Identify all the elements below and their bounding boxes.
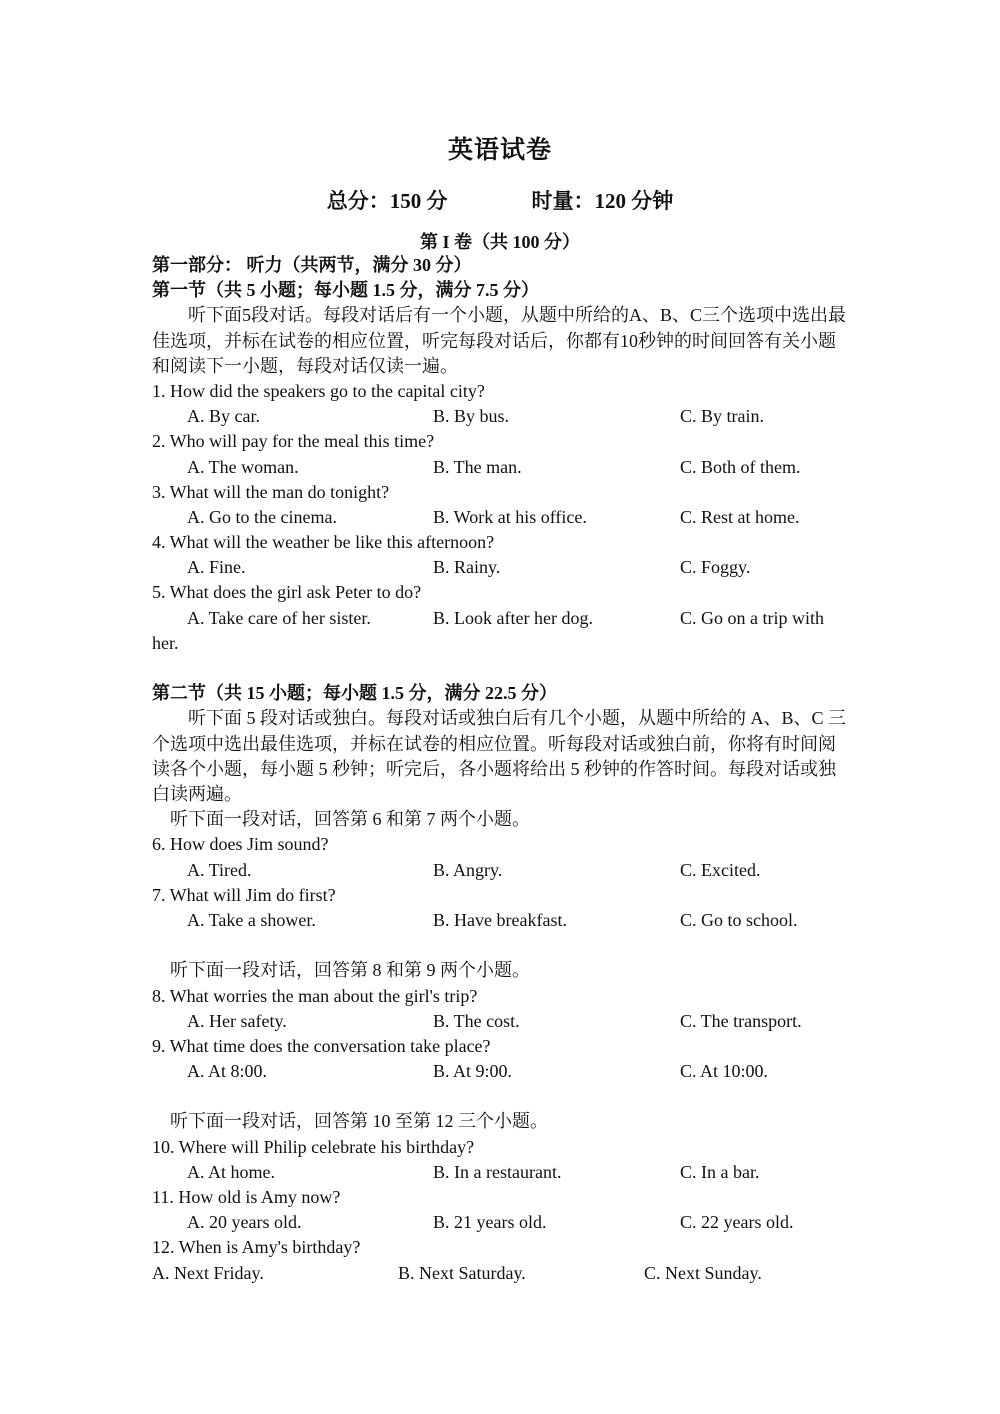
question-text: 4. What will the weather be like this afternoon? (152, 532, 495, 553)
option-b: B. Rainy. (433, 557, 501, 578)
option-c: C. Go on a trip with (680, 607, 824, 628)
section-heading: 第二节（共 15 小题；每小题 1.5 分，满分 22.5 分） (152, 683, 557, 704)
option-b: B. Next Saturday. (398, 1262, 526, 1283)
option-c: C. Foggy. (680, 557, 751, 578)
question-options (152, 1059, 852, 1084)
option-c: C. Excited. (680, 859, 761, 880)
option-b: B. In a restaurant. (433, 1161, 562, 1182)
time-limit: 时量：120 分钟 (531, 189, 674, 213)
section-instructions: 听下面 5 段对话或独白。每段对话或独白后有几个小题，从题中所给的 A、B、C 三个选项中选出最佳选项，并标在试卷的相应位置。听每段对话或独白前，你将有时间阅读各个小题，每小题 5 秒钟；听完后，各小题将给出 5 秒钟的作答时间。每段对话或独白读两遍。 (152, 708, 847, 805)
option-c: C. At 10:00. (680, 1061, 769, 1082)
option-c: C. Go to school. (680, 909, 798, 930)
option-a: A. Go to the cinema. (187, 506, 337, 527)
option-a: A. At 8:00. (187, 1061, 268, 1082)
question-text: 2. Who will pay for the meal this time? (152, 431, 435, 452)
question-options (152, 858, 852, 883)
option-a: A. Her safety. (187, 1010, 287, 1031)
exam-content (152, 253, 852, 1286)
option-b: B. Look after her dog. (433, 607, 593, 628)
question-text: 3. What will the man do tonight? (152, 481, 390, 502)
option-a: A. Take a shower. (187, 909, 316, 930)
option-a: A. By car. (187, 406, 260, 427)
question-options (152, 1160, 852, 1185)
option-c: C. Rest at home. (680, 506, 800, 527)
section-instructions: 听下面5段对话。每段对话后有一个小题，从题中所给的A、B、C三个选项中选出最佳选项，并标在试卷的相应位置，听完每段对话后，你都有10秒钟的时间回答有关小题和阅读下一小题，每段对话仅读一遍。 (152, 305, 847, 376)
question-options (152, 1009, 852, 1034)
question-text: 9. What time does the conversation take place? (152, 1035, 491, 1056)
question-text: 1. How did the speakers go to the capital city? (152, 380, 485, 401)
option-b: B. Angry. (433, 859, 503, 880)
total-score: 总分：150 分 (326, 189, 448, 213)
exam-title: 英语试卷 (447, 137, 552, 164)
question-options (152, 1210, 852, 1235)
option-b: B. 21 years old. (433, 1212, 547, 1233)
question-text: 5. What does the girl ask Peter to do? (152, 582, 422, 603)
option-c: C. Both of them. (680, 456, 801, 477)
volume-heading: 第 I 卷（共 100 分） (419, 232, 580, 252)
option-b: B. The man. (433, 456, 522, 477)
option-c: C. By train. (680, 406, 764, 427)
group-intro: 听下面一段对话，回答第 6 和第 7 两个小题。 (170, 809, 530, 830)
question-text: 10. Where will Philip celebrate his birthday? (152, 1136, 475, 1157)
option-c: C. Next Sunday. (644, 1262, 762, 1283)
option-b: B. At 9:00. (433, 1061, 513, 1082)
question-text: 6. How does Jim sound? (152, 834, 329, 855)
option-b: B. Have breakfast. (433, 909, 567, 930)
part-heading: 第一部分： 听力（共两节，满分 30 分） (152, 255, 472, 275)
option-b: B. By bus. (433, 406, 510, 427)
group-intro: 听下面一段对话，回答第 8 和第 9 两个小题。 (170, 960, 530, 981)
option-c: C. The transport. (680, 1010, 802, 1031)
option-b: B. The cost. (433, 1010, 520, 1031)
option-c: C. 22 years old. (680, 1212, 794, 1233)
question-text: 12. When is Amy's birthday? (152, 1237, 361, 1258)
exam-meta (0, 185, 1000, 215)
option-a: A. Take care of her sister. (187, 607, 371, 628)
group-intro: 听下面一段对话，回答第 10 至第 12 三个小题。 (170, 1111, 548, 1132)
section-heading: 第一节（共 5 小题；每小题 1.5 分，满分 7.5 分） (152, 280, 539, 301)
option-a: A. Fine. (187, 557, 246, 578)
option-a: A. The woman. (187, 456, 299, 477)
question-options (152, 606, 852, 631)
question-options (152, 908, 852, 933)
question-options (152, 555, 852, 580)
question-options (152, 1261, 852, 1286)
option-c-continuation: her. (152, 632, 179, 653)
option-a: A. At home. (187, 1161, 275, 1182)
question-text: 7. What will Jim do first? (152, 884, 336, 905)
option-a: A. Next Friday. (152, 1262, 264, 1283)
option-c: C. In a bar. (680, 1161, 760, 1182)
question-options (152, 455, 852, 480)
option-a: A. Tired. (187, 859, 252, 880)
question-text: 11. How old is Amy now? (152, 1187, 341, 1208)
option-a: A. 20 years old. (187, 1212, 302, 1233)
question-text: 8. What worries the man about the girl's trip? (152, 985, 478, 1006)
option-b: B. Work at his office. (433, 506, 587, 527)
question-options (152, 404, 852, 429)
question-options (152, 505, 852, 530)
